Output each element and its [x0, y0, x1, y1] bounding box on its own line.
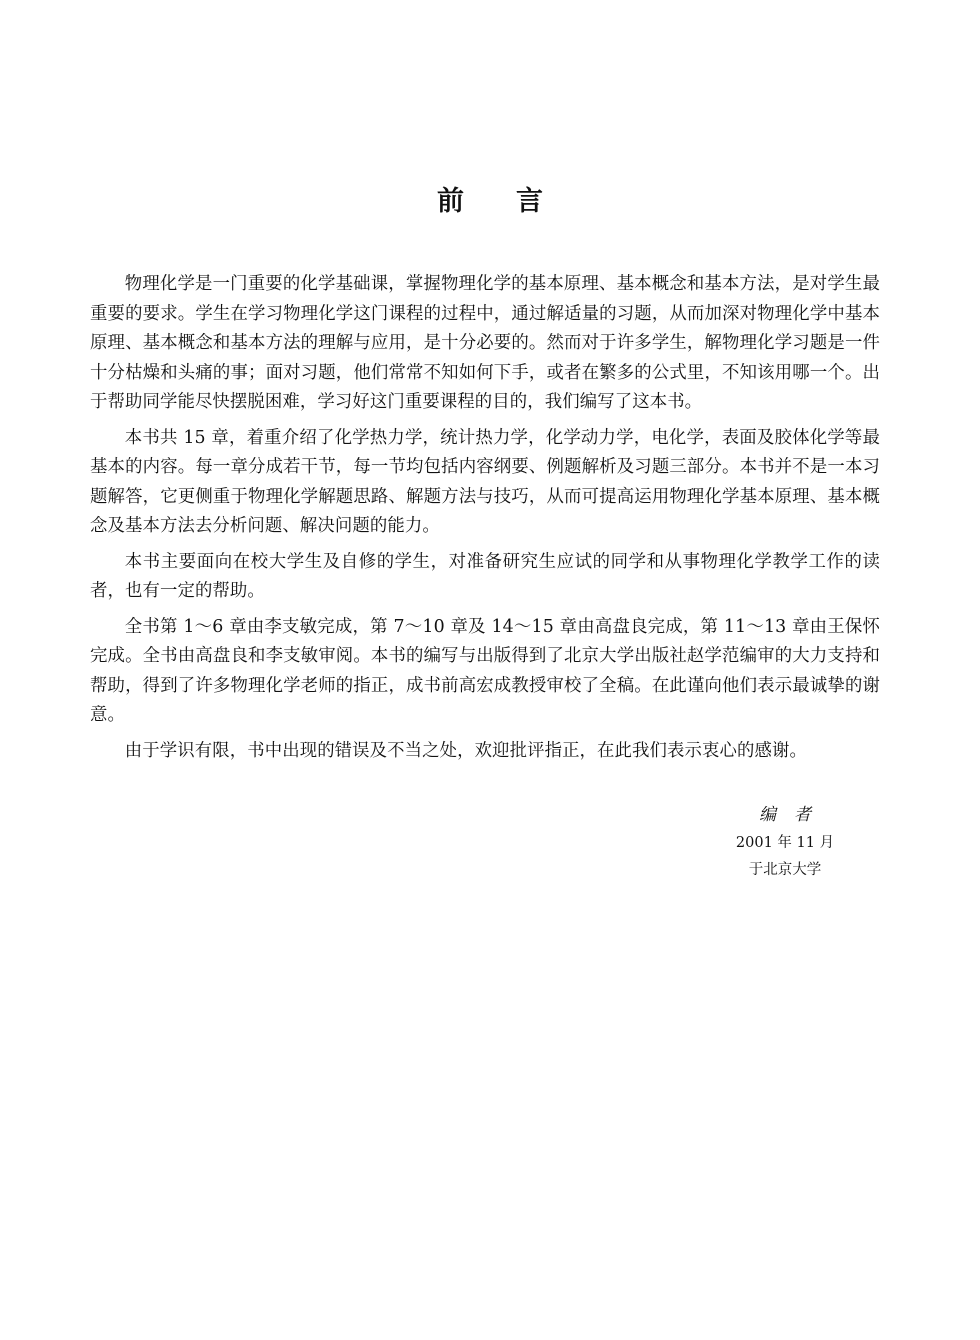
signature-place: 于北京大学 — [748, 862, 822, 878]
signature-author: 编者 — [759, 805, 829, 825]
paragraph-4: 全书第 1～6 章由李支敏完成，第 7～10 章及 14～15 章由高盘良完成，第 11～13 章由王保怀完成。全书由高盘良和李支敏审阅。本书的编写与出版得到了北京大学出版社赵学范编审的大力支持和帮助，得到了许多物理化学老师的指正，成书前高宏成教授审校了全稿。在此谨向他们表示最诚挚的谢意。 — [90, 616, 880, 725]
page-title: 前言 — [437, 186, 595, 217]
paragraph-5: 由于学识有限，书中出现的错误及不当之处，欢迎批评指正，在此我们表示衷心的感谢。 — [124, 740, 807, 761]
paragraph-2: 本书共 15 章，着重介绍了化学热力学，统计热力学，化学动力学，电化学，表面及胶体化学等最基本的内容。每一章分成若干节，每一节均包括内容纲要、例题解析及习题三部分。本书并不是一本习题解答，它更侧重于物理化学解题思路、解题方法与技巧，从而可提高运用物理化学基本原理、基本概念及基本方法去分析问题、解决问题的能力。 — [90, 427, 880, 536]
signature-block — [700, 800, 870, 884]
signature-date: 2001 年 11 月 — [735, 835, 835, 851]
paragraph-3: 本书主要面向在校大学生及自修的学生，对准备研究生应试的同学和从事物理化学教学工作的读者，也有一定的帮助。 — [90, 551, 880, 601]
preface-body — [90, 270, 880, 772]
paragraph-1: 物理化学是一门重要的化学基础课，掌握物理化学的基本原理、基本概念和基本方法，是对学生最重要的要求。学生在学习物理化学这门课程的过程中，通过解适量的习题，从而加深对物理化学中基本原理、基本概念和基本方法的理解与应用，是十分必要的。然而对于许多学生，解物理化学习题是一件十分枯燥和头痛的事；面对习题，他们常常不知如何下手，或者在繁多的公式里，不知该用哪一个。出于帮助同学能尽快摆脱困难，学习好这门重要课程的目的，我们编写了这本书。 — [90, 274, 880, 412]
